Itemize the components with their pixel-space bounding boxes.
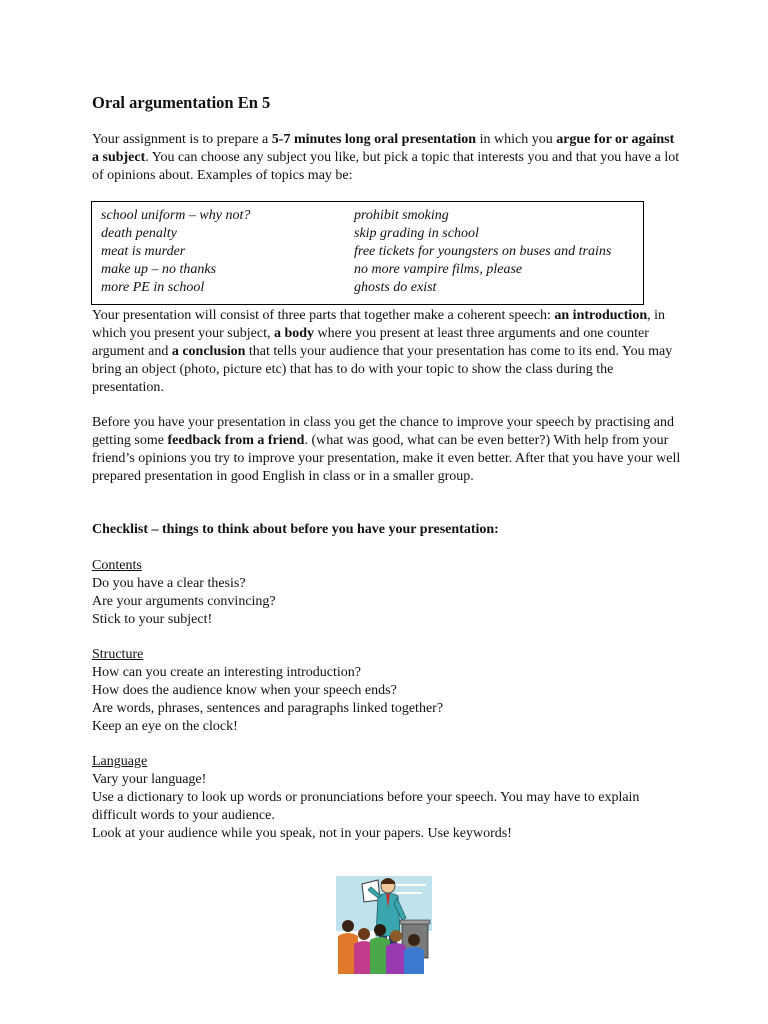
board-line-icon: [396, 884, 426, 886]
board-line-icon: [396, 892, 422, 894]
topic-item: skip grading in school: [354, 226, 479, 241]
intro-paragraph: [92, 131, 682, 185]
parts-text-1: Your presentation will consist of three parts that together make a coherent speech:: [92, 308, 555, 323]
topic-item: ghosts do exist: [354, 280, 437, 295]
structure-paragraph: [92, 307, 682, 397]
checklist-line: Keep an eye on the clock!: [92, 719, 238, 734]
parts-text-3: where you present at least three arguments and one counter argument and: [92, 326, 649, 359]
checklist-line: Use a dictionary to look up words or pronunciations before your speech. You may have to explain difficult words to your audience.: [92, 790, 640, 823]
topic-item: death penalty: [101, 226, 177, 241]
parts-bold-conclusion: a conclusion: [171, 344, 246, 359]
topic-item: prohibit smoking: [354, 208, 449, 223]
checklist-line: Are words, phrases, sentences and paragraphs linked together?: [92, 701, 444, 716]
topics-table: [91, 201, 644, 305]
intro-bold-argue: argue for or against a subject: [92, 132, 675, 165]
contents-heading: Contents: [92, 558, 142, 573]
topics-left-column: [101, 207, 250, 297]
checklist-line: Are your arguments convincing?: [92, 594, 276, 609]
intro-text-2: in which you: [476, 132, 557, 147]
language-section: [92, 753, 682, 843]
intro-text-1: Your assignment is to prepare a: [92, 132, 272, 147]
checklist-heading: Checklist – things to think about before you have your presentation:: [92, 522, 499, 537]
intro-text-3: . You can choose any subject you like, but pick a topic that interests you and that you have a lot of opinions about. Examples of topics may be:: [92, 150, 680, 183]
structure-section: [92, 646, 682, 736]
teacher-presentation-clipart: [334, 874, 434, 974]
topic-item: school uniform – why not?: [101, 208, 251, 223]
intro-bold-duration: 5-7 minutes long oral presentation: [271, 132, 477, 147]
document-title: Oral argumentation En 5: [92, 93, 271, 112]
feedback-bold-friend: feedback from a friend: [167, 433, 305, 448]
topics-right-column: [354, 207, 611, 297]
checklist-line: Look at your audience while you speak, not in your papers. Use keywords!: [92, 826, 512, 841]
checklist-line: Vary your language!: [92, 772, 207, 787]
feedback-paragraph: [92, 414, 682, 486]
parts-text-4: that tells your audience that your presentation has come to its end. You may bring an object (photo, picture etc) that has to do with your topic to show the class during the presentation.: [92, 344, 673, 395]
contents-section: [92, 557, 682, 629]
topic-item: meat is murder: [101, 244, 186, 259]
checklist-line: How can you create an interesting introduction?: [92, 665, 362, 680]
topic-item: make up – no thanks: [101, 262, 217, 277]
checklist-line: Stick to your subject!: [92, 612, 213, 627]
topic-item: more PE in school: [101, 280, 205, 295]
checklist-line: How does the audience know when your speech ends?: [92, 683, 397, 698]
parts-bold-introduction: an introduction: [554, 308, 648, 323]
parts-text-2: , in which you present your subject,: [92, 308, 665, 341]
parts-bold-body: a body: [273, 326, 315, 341]
language-heading: Language: [92, 754, 148, 769]
topic-item: no more vampire films, please: [354, 262, 523, 277]
checklist-line: Do you have a clear thesis?: [92, 576, 246, 591]
topic-item: free tickets for youngsters on buses and trains: [354, 244, 612, 259]
structure-heading: Structure: [92, 647, 144, 662]
feedback-text-1: Before you have your presentation in class you get the chance to improve your speech by practising and getting some: [92, 415, 674, 448]
feedback-text-2: . (what was good, what can be even better?) With help from your friend’s opinions you try to improve your presentation, make it even better. After that you have your well prepared presentation in good English in class or in a smaller group.: [92, 433, 681, 484]
